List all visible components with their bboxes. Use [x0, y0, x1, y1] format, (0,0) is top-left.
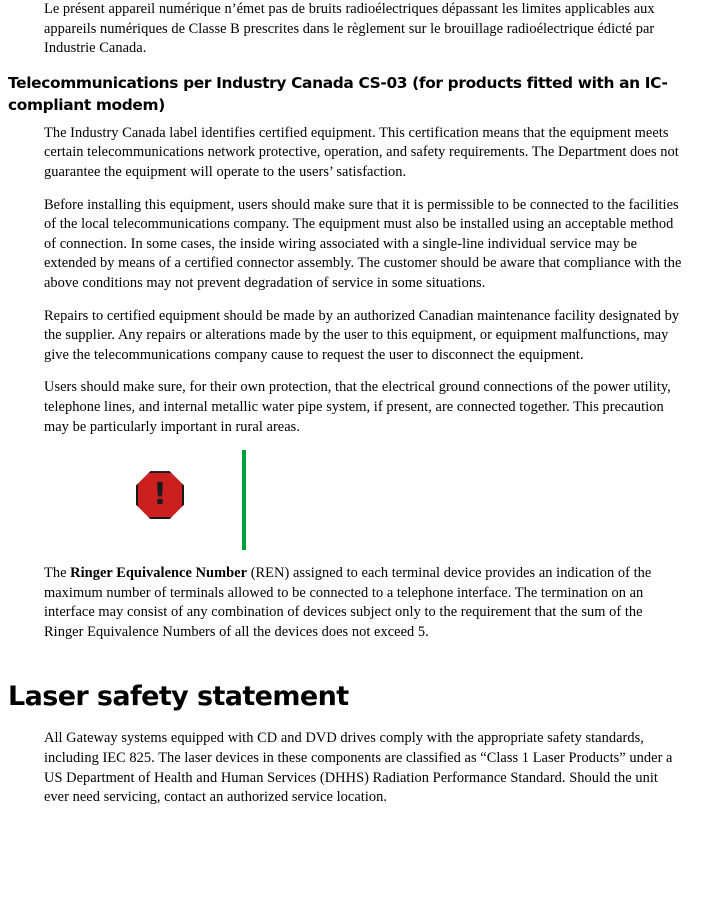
warning-octagon-icon [136, 471, 184, 519]
paragraph-users-ground: Users should make sure, for their own protection, that the electrical ground connections of the power utility, telephone lines, and internal metallic water pipe system, if present, are connected together. This precaution may be particularly important in rural areas. [44, 379, 671, 435]
paragraph-industry-canada-label: The Industry Canada label identifies certified equipment. This certification means that the equipment meets certain telecommunications network protective, operation, and safety requirements. The Department does not guarantee the equipment will operate to the users’ satisfaction. [44, 124, 679, 180]
paragraph-french-notice: Le présent appareil numérique n’émet pas de bruits radioélectriques dépassant les limites applicables aux appareils numériques de Classe B prescrites dans le règlement sur le brouillage radioélectrique édicté par Industrie Canada. [44, 1, 655, 57]
warning-accent-bar [242, 450, 246, 550]
ren-term-bold: Ringer Equivalence Number [70, 565, 248, 582]
paragraph-repairs: Repairs to certified equipment should be made by an authorized Canadian maintenance facility designated by the supplier. Any repairs or alterations made by the user to this equipment, or equipment malfunctions, may give the telecommunications company cause to request the user to disconnect the equipment. [44, 307, 680, 363]
warning-callout [44, 450, 695, 562]
paragraph-ringer-equivalence-number [44, 564, 685, 642]
ren-text-suffix: (REN) assigned to each terminal device provides an indication of the maximum number of terminals allowed to be connected to a telephone interface. The termination on an interface may consist of any combination of devices subject only to the requirement that the sum of the Ringer Equivalence Numbers of all the devices does not exceed 5. [44, 565, 652, 640]
heading-laser-safety-statement: Laser safety statement [8, 681, 349, 713]
paragraph-laser-body: All Gateway systems equipped with CD and DVD drives comply with the appropriate safety standards, including IEC 825. The laser devices in these components are classified as “Class 1 Laser Products” under a US Department of Health and Human Services (DHHS) Radiation Performance Standard. Should the unit ever need servicing, contact an authorized service location. [44, 730, 673, 806]
heading-telecommunications-industry-canada: Telecommunications per Industry Canada CS-03 (for products fitted with an IC-compliant modem) [8, 73, 668, 114]
ren-text-prefix: The [44, 565, 71, 582]
paragraph-before-installing: Before installing this equipment, users should make sure that it is permissible to be connected to the facilities of the local telecommunications company. The equipment must also be installed using an acceptable method of connection. In some cases, the inside wiring associated with a single-line individual service may be extended by means of a certified connector assembly. The customer should be aware that compliance with the above conditions may not prevent degradation of service in some situations. [44, 196, 682, 291]
